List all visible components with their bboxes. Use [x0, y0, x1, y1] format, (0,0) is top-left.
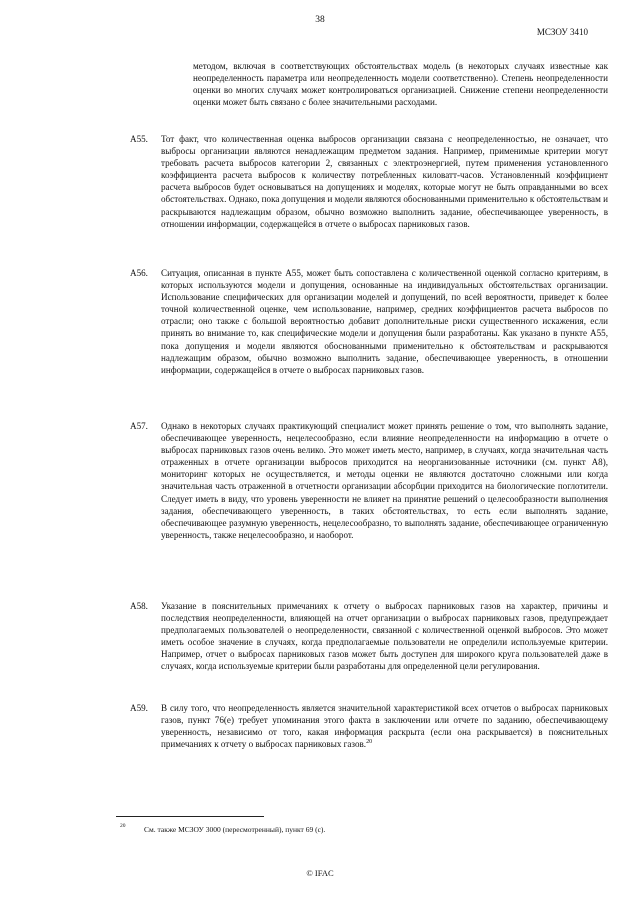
paragraph-text: Ситуация, описанная в пункте A55, может быть сопоставлена с количественной оценкой согласно критериям, в которых используются модели и допущения, основанные на индивидуальных обстоятельствах организации. Использование специфических для организации моделей и допущений, по всей вероятности, приведет к более точной количественной оценке, чем использование, например, средних коэффициентов расчета выбросов по отрасли; оно также с большой вероятностью добавит дополнительные риски существенного искажения, если принять во внимание то, как специфические модели и допущения были разработаны. Как указано в пункте A55, пока допущения и модели являются обоснованными применительно к обстоятельствам и раскрываются надлежащим образом, обычно возможно выполнить задание, обеспечивающее уверенность, в отношении информации, содержащейся в отчете о выбросах парниковых газов. — [161, 268, 608, 375]
paragraph-a58 — [130, 600, 608, 673]
paragraph-a55 — [130, 133, 608, 230]
paragraph-body: В силу того, что неопределенность является значительной характеристикой всех отчетов о выбросах парниковых газов, пункт 76(e) требует упоминания этого факта в заключении или отчете по заданию, обеспечивающему уверенность, независимо от того, какая информация раскрыта (если она раскрывается) в пояснительных примечаниях к отчету о выбросах парниковых газов. — [161, 703, 608, 750]
footnote-reference[interactable]: 20 — [366, 739, 373, 746]
footnote-text: См. также МСЗОУ 3000 (пересмотренный), пункт 69 (с). — [144, 825, 326, 834]
continuation-paragraph — [193, 60, 608, 108]
paragraph-label: A56. — [130, 268, 148, 278]
paragraph-a59 — [130, 702, 608, 750]
paragraph-label: A55. — [130, 134, 148, 144]
copyright-notice: © IFAC — [306, 868, 334, 878]
paragraph-text: Указание в пояснительных примечаниях к отчету о выбросах парниковых газов на характер, причины и последствия неопределенности, влияющей на отчет организации о выбросах парниковых газов, предупреждает предполагаемых пользователей о неопределенности, связанной с количественной оценкой выбросов. Это может иметь особое значение в случаях, когда предполагаемые пользователи не определили используемые критерии. Например, отчет о выбросах парниковых газов может быть доступен для широкого круга пользователей даже в случаях, когда используемые критерии были разработаны для определенной цели регулирования. — [161, 601, 608, 672]
footnote-divider — [116, 816, 264, 817]
paragraph-label: A57. — [130, 421, 148, 431]
document-code: МСЗОУ 3410 — [536, 27, 588, 37]
paragraph-text: Тот факт, что количественная оценка выбросов организации связана с неопределенностью, не означает, что выбросы организации являются ненадлежащим предметом задания. Например, применимые критерии могут требовать расчета выбросов категории 2, связанных с электроэнергией, путем применения установленного коэффициента расчета выбросов к количеству потребленных киловатт-часов. Установленный коэффициент расчета выбросов будет основываться на допущениях и моделях, которые могут не быть оправданными во всех обстоятельствах. Однако, пока допущения и модели являются обоснованными применительно к обстоятельствам и раскрываются надлежащим образом, обычно возможно выполнить задание, обеспечивающее уверенность, в отношении информации, содержащейся в отчете о выбросах парниковых газов. — [161, 134, 608, 229]
page-number: 38 — [315, 15, 325, 25]
paragraph-a57 — [130, 420, 608, 541]
paragraph-text — [161, 702, 608, 750]
paragraph-text: Однако в некоторых случаях практикующий специалист может принять решение о том, что выполнять задание, обеспечивающее уверенность, нецелесообразно, если влияние неопределенности на информацию в отчете о выбросах парниковых газов очень велико. Это может иметь место, например, в случаях, когда значительная часть отраженных в отчете организации выбросов приходится на неорганизованные источники (см. пункт A8), мониторинг которых не осуществляется, и методы оценки не являются достаточно сложными или когда значительная часть отраженной в отчетности организации абсорбции приходится на биологические поглотители. Следует иметь в виду, что уровень уверенности не влияет на принятие решений о целесообразности выполнения задания, обеспечивающего уверенность, в таких обстоятельствах, то есть если выполнять задание, обеспечивающее разумную уверенность, нецелесообразно, то выполнять задание, обеспечивающее ограниченную уверенность, также нецелесообразно, и наоборот. — [161, 421, 608, 540]
paragraph-label: A58. — [130, 601, 148, 611]
paragraph-label: A59. — [130, 703, 148, 713]
footnote-number: 20 — [120, 823, 126, 829]
paragraph-text: методом, включая в соответствующих обстоятельствах модель (в некоторых случаях известные как неопределенность параметра или неопределенность модели соответственно). Степень неопределенности оценки во многих случаях может контролироваться организацией. Снижение степени неопределенности оценки может быть связано с более значительными расходами. — [193, 61, 608, 108]
paragraph-a56 — [130, 267, 608, 376]
